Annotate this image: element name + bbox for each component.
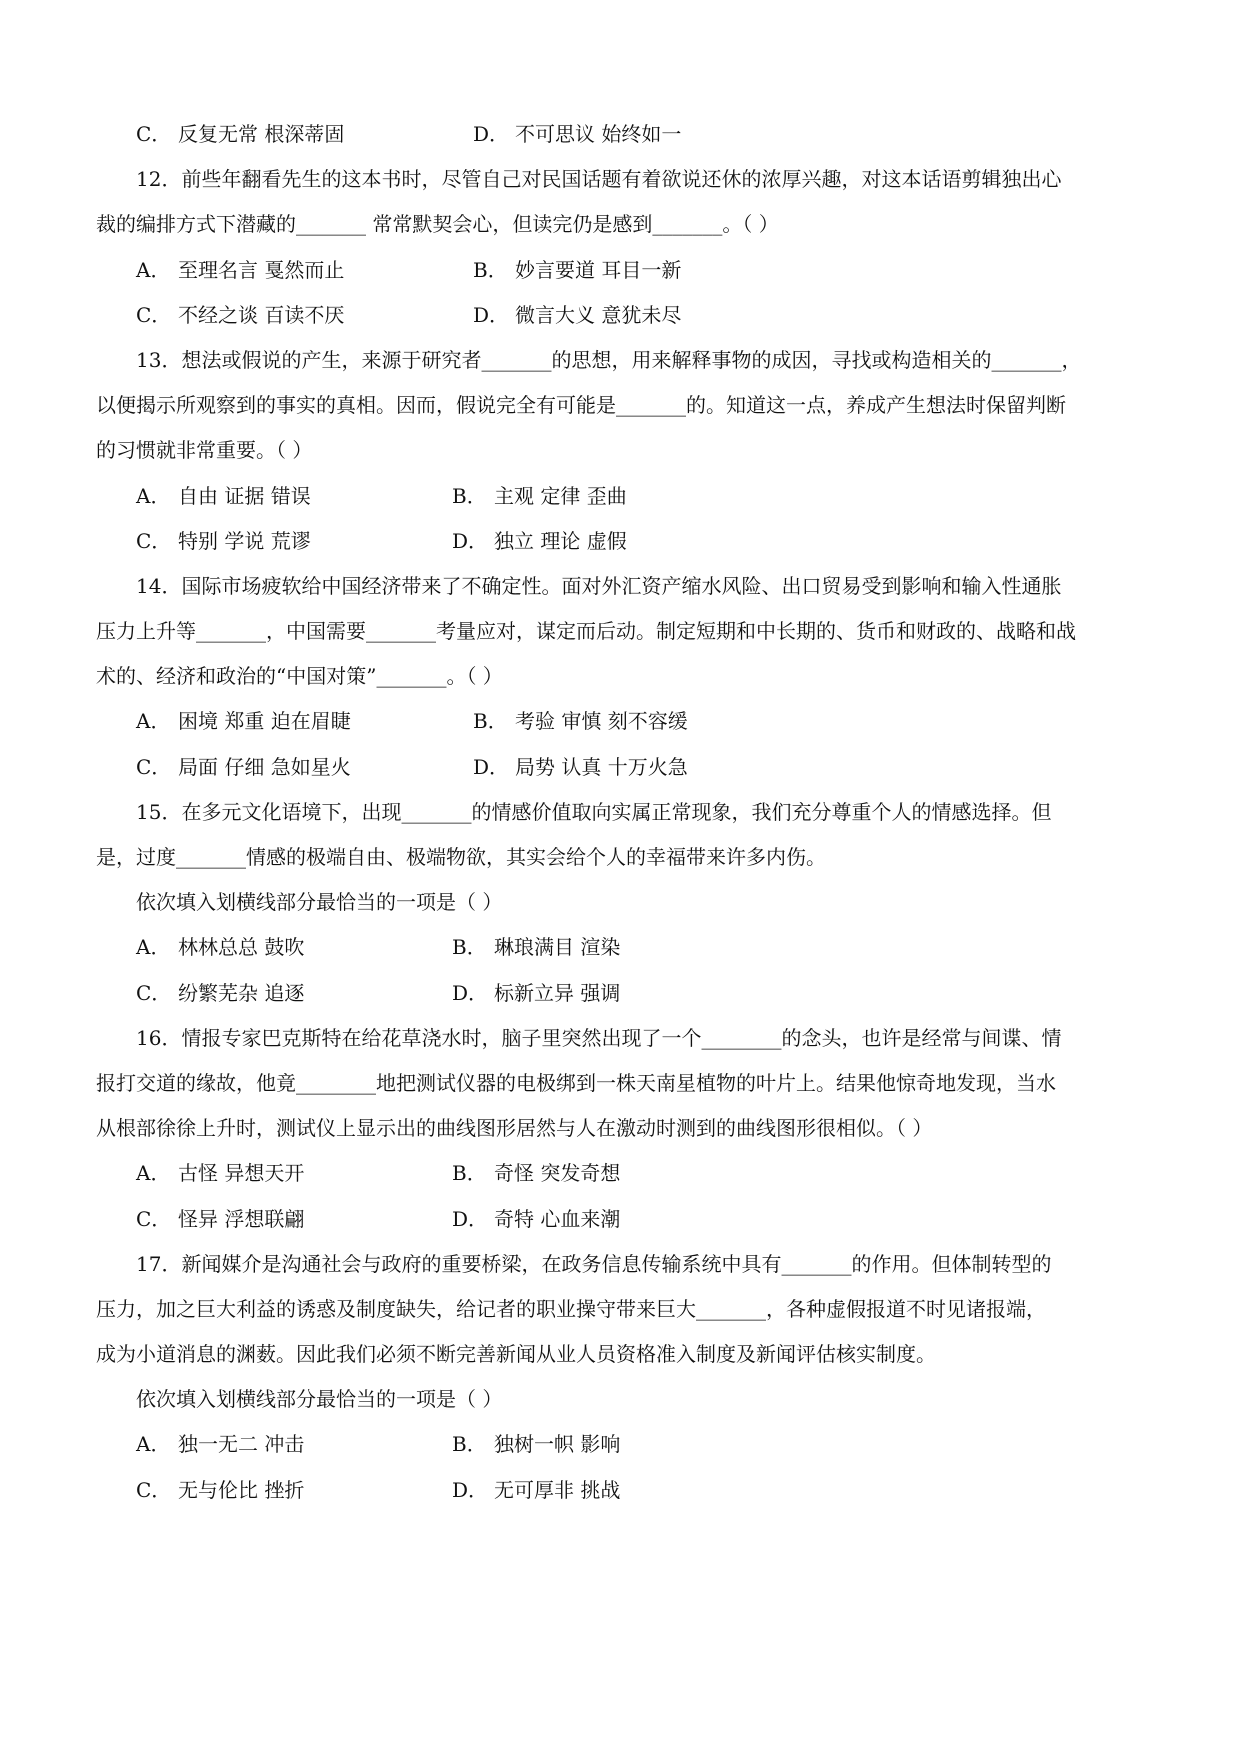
option-a: A． 独一无二 冲击 xyxy=(136,1432,305,1457)
option-row xyxy=(96,971,1151,1016)
option-b: B． 琳琅满目 渲染 xyxy=(452,935,621,960)
option-row xyxy=(96,925,1151,970)
option-row xyxy=(96,1422,1151,1467)
question-16-line-3: 从根部徐徐上升时，测试仪上显示出的曲线图形居然与人在激动时测到的曲线图形很相似。（ ） xyxy=(96,1116,933,1141)
option-row xyxy=(96,293,1151,338)
option-b: B． 主观 定律 歪曲 xyxy=(452,483,627,508)
question-15-line-2: 是，过度_______情感的极端自由、极端物欲，其实会给个人的幸福带来许多内伤。 xyxy=(96,845,826,869)
question-13-line-3: 的习惯就非常重要。（ ） xyxy=(96,438,313,463)
option-d: D． 局势 认真 十万火急 xyxy=(473,754,688,779)
option-row xyxy=(96,519,1151,564)
option-row xyxy=(96,474,1151,519)
question-17-line-1: 17．新闻媒介是沟通社会与政府的重要桥梁，在政务信息传输系统中具有_______的作用。但体制转型的 xyxy=(136,1251,1052,1276)
question-16-line-1: 16．情报专家巴克斯特在给花草浇水时，脑子里突然出现了一个________的念头，也许是经常与间谍、情 xyxy=(136,1025,1062,1050)
question-17-line-3: 成为小道消息的渊薮。因此我们必须不断完善新闻从业人员资格准入制度及新闻评估核实制度。 xyxy=(96,1342,936,1367)
option-row xyxy=(96,1151,1151,1196)
option-row xyxy=(96,1197,1151,1242)
option-d: D． 无可厚非 挑战 xyxy=(452,1477,621,1502)
question-17-instruction: 依次填入划横线部分最恰当的一项是（ ） xyxy=(136,1387,503,1412)
option-d: D． 独立 理论 虚假 xyxy=(452,528,627,553)
option-c: C． 纷繁芜杂 追逐 xyxy=(136,980,305,1005)
option-c: C． 不经之谈 百读不厌 xyxy=(136,302,345,327)
option-d: D． 奇特 心血来潮 xyxy=(452,1206,621,1231)
question-16-line-2: 报打交道的缘故，他竟________地把测试仪器的电极绑到一株天南星植物的叶片上。结果他惊奇地发现，当水 xyxy=(96,1070,1056,1095)
exam-page xyxy=(96,112,1151,1513)
option-c: C． 怪异 浮想联翩 xyxy=(136,1206,305,1231)
option-row xyxy=(96,745,1151,790)
question-12-line-1: 12．前些年翻看先生的这本书时，尽管自己对民国话题有着欲说还休的浓厚兴趣，对这本话语剪辑独出心 xyxy=(136,167,1062,192)
question-12-line-2: 裁的编排方式下潜藏的_______ 常常默契会心，但读完仍是感到_______。（ ） xyxy=(96,212,779,237)
option-d: D． 微言大义 意犹未尽 xyxy=(473,302,682,327)
question-15-line-1: 15．在多元文化语境下，出现_______的情感价值取向实属正常现象，我们充分尊重个人的情感选择。但 xyxy=(136,799,1052,824)
question-14-line-2: 压力上升等_______，中国需要_______考量应对，谋定而后动。制定短期和中长期的、货币和财政的、战略和战 xyxy=(96,619,1076,644)
option-a: A． 自由 证据 错误 xyxy=(136,483,311,508)
question-15-instruction: 依次填入划横线部分最恰当的一项是（ ） xyxy=(136,890,503,915)
option-c: C． 局面 仔细 急如星火 xyxy=(136,754,351,779)
option-row xyxy=(96,112,1151,157)
option-b: B． 考验 审慎 刻不容缓 xyxy=(473,709,688,734)
question-17-line-2: 压力，加之巨大利益的诱惑及制度缺失，给记者的职业操守带来巨大_______，各种虚假报道不时见诸报端， xyxy=(96,1296,1046,1321)
option-c: C． 反复无常 根深蒂固 xyxy=(136,122,345,146)
question-14-line-3: 术的、经济和政治的“中国对策”_______。（ ） xyxy=(96,664,503,689)
question-13-line-2: 以便揭示所观察到的事实的真相。因而，假说完全有可能是_______的。知道这一点，养成产生想法时保留判断 xyxy=(96,393,1066,418)
option-d: D． 不可思议 始终如一 xyxy=(473,122,682,146)
option-b: B． 奇怪 突发奇想 xyxy=(452,1161,621,1186)
question-14-line-1: 14．国际市场疲软给中国经济带来了不确定性。面对外汇资产缩水风险、出口贸易受到影响和输入性通胀 xyxy=(136,573,1062,598)
option-row xyxy=(96,699,1151,744)
option-a: A． 至理名言 戛然而止 xyxy=(136,257,345,282)
option-a: A． 古怪 异想天开 xyxy=(136,1161,305,1186)
option-row xyxy=(96,1468,1151,1513)
option-c: C． 无与伦比 挫折 xyxy=(136,1477,305,1502)
option-a: A． 林林总总 鼓吹 xyxy=(136,935,305,960)
option-d: D． 标新立异 强调 xyxy=(452,980,621,1005)
option-row xyxy=(96,248,1151,293)
option-b: B． 独树一帜 影响 xyxy=(452,1432,621,1457)
question-13-line-1: 13．想法或假说的产生，来源于研究者_______的思想，用来解释事物的成因，寻找或构造相关的_______， xyxy=(136,347,1082,372)
option-c: C． 特别 学说 荒谬 xyxy=(136,528,311,553)
option-a: A． 困境 郑重 迫在眉睫 xyxy=(136,709,351,734)
option-b: B． 妙言要道 耳目一新 xyxy=(473,257,682,282)
